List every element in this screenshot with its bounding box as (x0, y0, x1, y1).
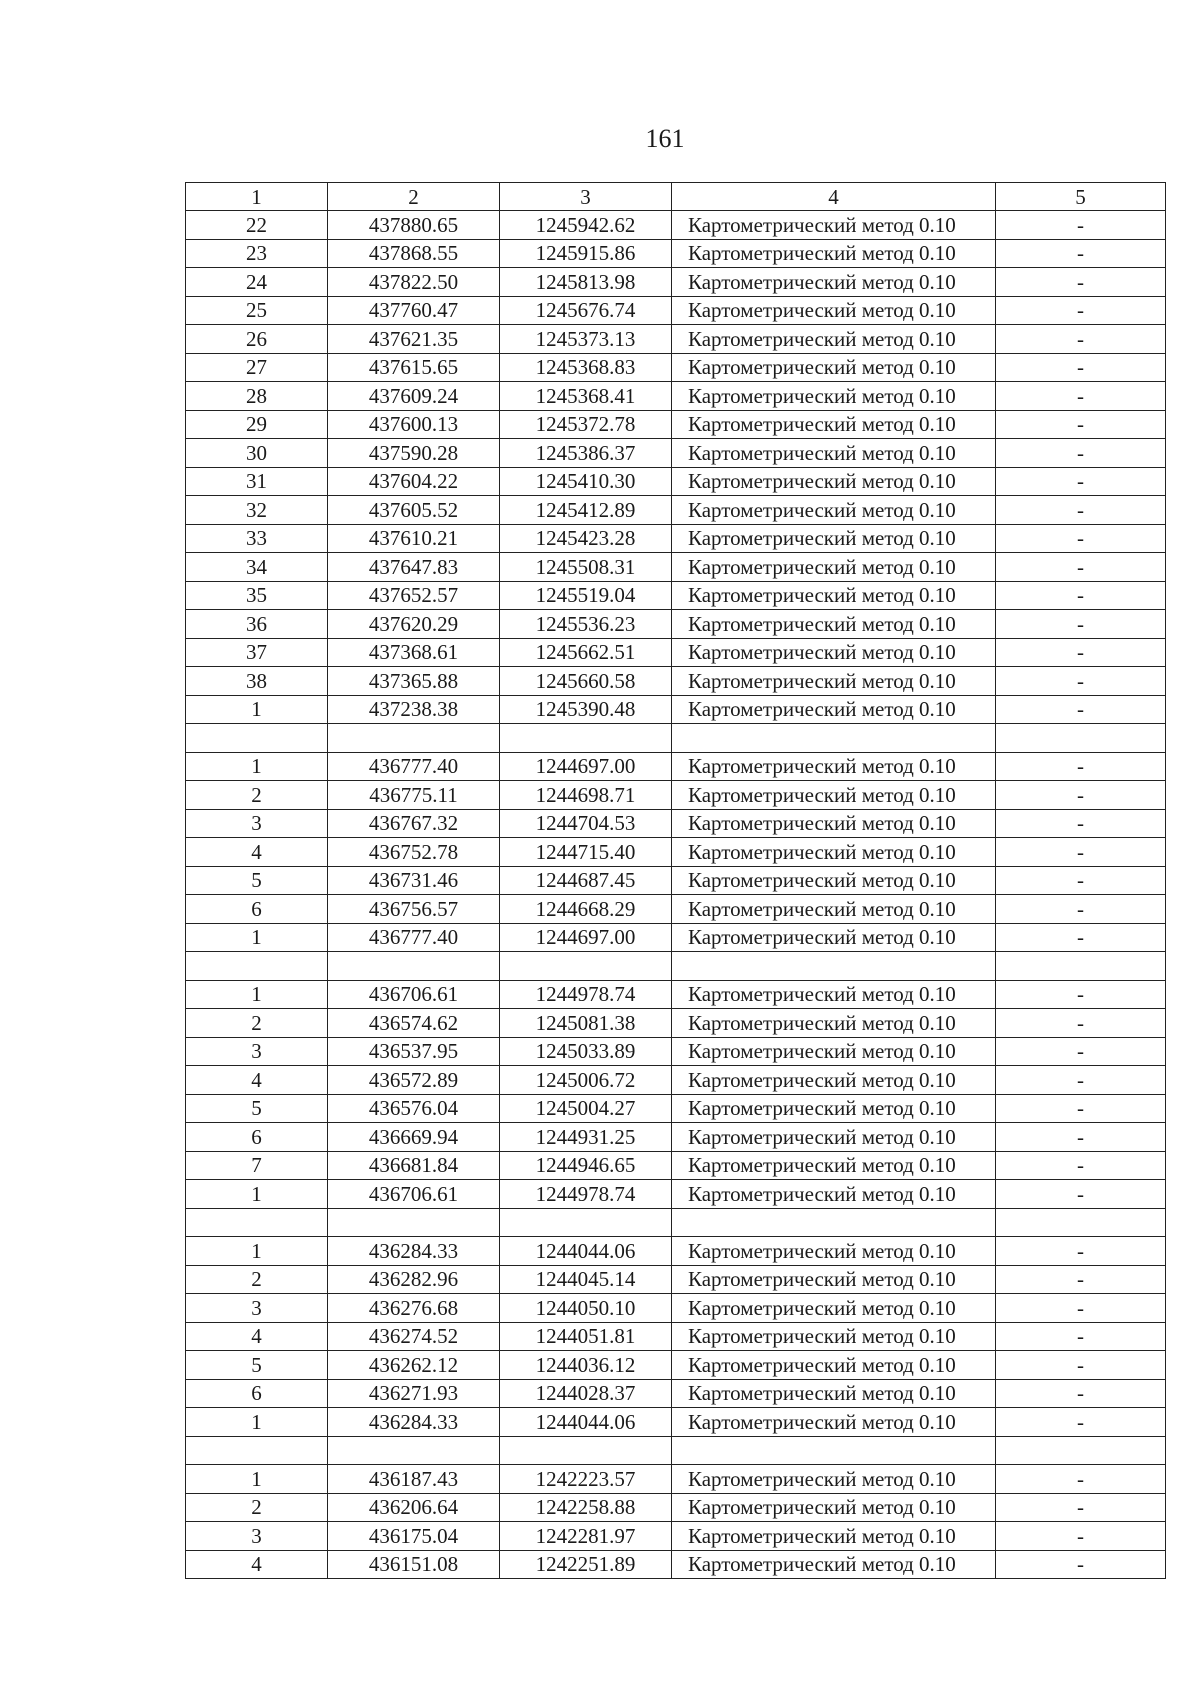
cell-y-coordinate: 1244698.71 (500, 781, 672, 810)
cell-x-coordinate: 437868.55 (328, 239, 500, 268)
cell-y-coordinate: 1245006.72 (500, 1066, 672, 1095)
cell-note: - (996, 1037, 1166, 1066)
column-header-y-coordinate: 3 (500, 183, 672, 211)
cell-note: - (996, 610, 1166, 639)
table-row (186, 410, 1166, 439)
cell-note: - (996, 980, 1166, 1009)
cell-x-coordinate: 436777.40 (328, 752, 500, 781)
cell-method: Картометрический метод 0.10 (672, 524, 996, 553)
cell-x-coordinate: 437590.28 (328, 439, 500, 468)
table-row (186, 838, 1166, 867)
cell-method: Картометрический метод 0.10 (672, 980, 996, 1009)
cell-point-number: 6 (186, 1379, 328, 1408)
cell-method: Картометрический метод 0.10 (672, 467, 996, 496)
cell-point-number: 36 (186, 610, 328, 639)
cell-note: - (996, 923, 1166, 952)
table-row (186, 581, 1166, 610)
cell-x-coordinate: 437880.65 (328, 211, 500, 240)
table-row (186, 296, 1166, 325)
cell-y-coordinate: 1245386.37 (500, 439, 672, 468)
table-row (186, 1009, 1166, 1038)
cell-point-number: 4 (186, 1322, 328, 1351)
cell-note: - (996, 866, 1166, 895)
cell-method: Картометрический метод 0.10 (672, 553, 996, 582)
cell-method: Картометрический метод 0.10 (672, 781, 996, 810)
cell-method: Картометрический метод 0.10 (672, 353, 996, 382)
header-row (186, 183, 1166, 211)
cell-note: - (996, 752, 1166, 781)
cell-x-coordinate: 436767.32 (328, 809, 500, 838)
column-header-point-number: 1 (186, 183, 328, 211)
cell-x-coordinate: 437368.61 (328, 638, 500, 667)
cell-x-coordinate: 436262.12 (328, 1351, 500, 1380)
cell-y-coordinate: 1244045.14 (500, 1265, 672, 1294)
table-row (186, 353, 1166, 382)
cell-point-number: 1 (186, 1237, 328, 1266)
cell-point-number: 1 (186, 1180, 328, 1209)
table-row (186, 1408, 1166, 1437)
table-header (186, 183, 1166, 211)
cell-y-coordinate (500, 1436, 672, 1465)
cell-note: - (996, 1294, 1166, 1323)
cell-method: Картометрический метод 0.10 (672, 268, 996, 297)
cell-point-number (186, 952, 328, 981)
cell-method: Картометрический метод 0.10 (672, 1180, 996, 1209)
cell-note: - (996, 467, 1166, 496)
cell-note: - (996, 895, 1166, 924)
cell-x-coordinate: 436206.64 (328, 1493, 500, 1522)
cell-method: Картометрический метод 0.10 (672, 1037, 996, 1066)
cell-point-number: 3 (186, 1522, 328, 1551)
cell-method: Картометрический метод 0.10 (672, 1322, 996, 1351)
cell-x-coordinate: 437621.35 (328, 325, 500, 354)
cell-note: - (996, 382, 1166, 411)
cell-method: Картометрический метод 0.10 (672, 866, 996, 895)
cell-method: Картометрический метод 0.10 (672, 895, 996, 924)
table-row (186, 1436, 1166, 1465)
cell-note: - (996, 1465, 1166, 1494)
table-row (186, 952, 1166, 981)
cell-y-coordinate: 1244044.06 (500, 1237, 672, 1266)
cell-point-number: 7 (186, 1151, 328, 1180)
cell-note: - (996, 1322, 1166, 1351)
cell-y-coordinate: 1244051.81 (500, 1322, 672, 1351)
cell-point-number: 1 (186, 980, 328, 1009)
cell-method: Картометрический метод 0.10 (672, 1265, 996, 1294)
cell-y-coordinate: 1245033.89 (500, 1037, 672, 1066)
cell-point-number: 2 (186, 781, 328, 810)
table-row (186, 667, 1166, 696)
table-row (186, 809, 1166, 838)
table-row (186, 496, 1166, 525)
cell-y-coordinate: 1245081.38 (500, 1009, 672, 1038)
table-row (186, 1066, 1166, 1095)
cell-note: - (996, 239, 1166, 268)
cell-x-coordinate: 437604.22 (328, 467, 500, 496)
cell-y-coordinate: 1244697.00 (500, 923, 672, 952)
cell-method: Картометрический метод 0.10 (672, 410, 996, 439)
cell-point-number: 1 (186, 695, 328, 724)
cell-method: Картометрический метод 0.10 (672, 809, 996, 838)
cell-y-coordinate: 1242258.88 (500, 1493, 672, 1522)
table-row (186, 1379, 1166, 1408)
cell-note: - (996, 296, 1166, 325)
cell-y-coordinate: 1244050.10 (500, 1294, 672, 1323)
cell-point-number: 23 (186, 239, 328, 268)
cell-point-number: 32 (186, 496, 328, 525)
cell-point-number: 30 (186, 439, 328, 468)
table-row (186, 268, 1166, 297)
cell-point-number: 34 (186, 553, 328, 582)
cell-method: Картометрический метод 0.10 (672, 1009, 996, 1038)
cell-note: - (996, 1094, 1166, 1123)
cell-x-coordinate: 436175.04 (328, 1522, 500, 1551)
table-row (186, 524, 1166, 553)
cell-y-coordinate: 1245390.48 (500, 695, 672, 724)
cell-note: - (996, 1493, 1166, 1522)
table-row (186, 781, 1166, 810)
cell-method: Картометрический метод 0.10 (672, 1465, 996, 1494)
cell-point-number: 1 (186, 752, 328, 781)
cell-x-coordinate: 437610.21 (328, 524, 500, 553)
cell-x-coordinate: 436681.84 (328, 1151, 500, 1180)
cell-y-coordinate: 1244044.06 (500, 1408, 672, 1437)
coordinates-table (185, 182, 1166, 1579)
cell-point-number (186, 724, 328, 753)
table-row (186, 1094, 1166, 1123)
cell-method: Картометрический метод 0.10 (672, 695, 996, 724)
cell-method: Картометрический метод 0.10 (672, 581, 996, 610)
table-row (186, 1180, 1166, 1209)
cell-y-coordinate: 1244715.40 (500, 838, 672, 867)
cell-y-coordinate: 1245536.23 (500, 610, 672, 639)
cell-method: Картометрический метод 0.10 (672, 752, 996, 781)
cell-x-coordinate: 436706.61 (328, 1180, 500, 1209)
cell-method: Картометрический метод 0.10 (672, 1294, 996, 1323)
cell-note: - (996, 695, 1166, 724)
cell-y-coordinate: 1245372.78 (500, 410, 672, 439)
table-body (186, 211, 1166, 1579)
cell-note: - (996, 1237, 1166, 1266)
cell-x-coordinate: 437365.88 (328, 667, 500, 696)
cell-x-coordinate: 437615.65 (328, 353, 500, 382)
cell-note: - (996, 553, 1166, 582)
cell-y-coordinate (500, 952, 672, 981)
cell-point-number: 26 (186, 325, 328, 354)
cell-point-number: 35 (186, 581, 328, 610)
cell-method: Картометрический метод 0.10 (672, 496, 996, 525)
cell-x-coordinate: 437647.83 (328, 553, 500, 582)
column-header-note: 5 (996, 183, 1166, 211)
cell-point-number: 4 (186, 838, 328, 867)
cell-method: Картометрический метод 0.10 (672, 1123, 996, 1152)
table-row (186, 1208, 1166, 1237)
cell-note: - (996, 809, 1166, 838)
cell-y-coordinate: 1245368.83 (500, 353, 672, 382)
table-row (186, 1550, 1166, 1579)
cell-y-coordinate: 1244697.00 (500, 752, 672, 781)
cell-method: Картометрический метод 0.10 (672, 1522, 996, 1551)
cell-y-coordinate: 1245508.31 (500, 553, 672, 582)
column-header-x-coordinate: 2 (328, 183, 500, 211)
cell-x-coordinate: 436151.08 (328, 1550, 500, 1579)
cell-x-coordinate: 436574.62 (328, 1009, 500, 1038)
cell-note: - (996, 1550, 1166, 1579)
table-row (186, 980, 1166, 1009)
cell-point-number: 22 (186, 211, 328, 240)
cell-y-coordinate: 1242251.89 (500, 1550, 672, 1579)
table-row (186, 1123, 1166, 1152)
cell-y-coordinate: 1244036.12 (500, 1351, 672, 1380)
table-row (186, 1522, 1166, 1551)
cell-note: - (996, 410, 1166, 439)
table-row (186, 724, 1166, 753)
cell-point-number: 2 (186, 1493, 328, 1522)
cell-note: - (996, 353, 1166, 382)
cell-method: Картометрический метод 0.10 (672, 296, 996, 325)
cell-point-number: 29 (186, 410, 328, 439)
cell-x-coordinate: 436752.78 (328, 838, 500, 867)
cell-note: - (996, 1408, 1166, 1437)
cell-point-number: 5 (186, 1351, 328, 1380)
cell-x-coordinate: 436756.57 (328, 895, 500, 924)
table-row (186, 1237, 1166, 1266)
cell-y-coordinate: 1245915.86 (500, 239, 672, 268)
cell-x-coordinate: 437620.29 (328, 610, 500, 639)
table-row (186, 752, 1166, 781)
cell-point-number: 2 (186, 1009, 328, 1038)
cell-point-number: 37 (186, 638, 328, 667)
cell-note: - (996, 325, 1166, 354)
cell-note: - (996, 496, 1166, 525)
cell-point-number: 24 (186, 268, 328, 297)
cell-x-coordinate (328, 1436, 500, 1465)
cell-x-coordinate: 436284.33 (328, 1237, 500, 1266)
cell-method: Картометрический метод 0.10 (672, 838, 996, 867)
cell-point-number: 38 (186, 667, 328, 696)
cell-x-coordinate: 436576.04 (328, 1094, 500, 1123)
table-row (186, 439, 1166, 468)
cell-method: Картометрический метод 0.10 (672, 638, 996, 667)
cell-note: - (996, 667, 1166, 696)
cell-note: - (996, 1151, 1166, 1180)
cell-x-coordinate: 437652.57 (328, 581, 500, 610)
cell-y-coordinate: 1245660.58 (500, 667, 672, 696)
cell-note: - (996, 211, 1166, 240)
column-header-method: 4 (672, 183, 996, 211)
cell-y-coordinate: 1245676.74 (500, 296, 672, 325)
table-row (186, 695, 1166, 724)
cell-y-coordinate: 1245423.28 (500, 524, 672, 553)
table-row (186, 1351, 1166, 1380)
cell-x-coordinate: 436187.43 (328, 1465, 500, 1494)
page-number: 161 (645, 124, 685, 153)
cell-note (996, 724, 1166, 753)
cell-y-coordinate (500, 1208, 672, 1237)
cell-y-coordinate: 1244687.45 (500, 866, 672, 895)
cell-point-number: 1 (186, 923, 328, 952)
cell-y-coordinate: 1244668.29 (500, 895, 672, 924)
table-row (186, 895, 1166, 924)
cell-point-number: 2 (186, 1265, 328, 1294)
cell-method: Картометрический метод 0.10 (672, 923, 996, 952)
table-row (186, 1322, 1166, 1351)
table-row (186, 923, 1166, 952)
cell-point-number (186, 1208, 328, 1237)
table-row (186, 325, 1166, 354)
cell-y-coordinate: 1245373.13 (500, 325, 672, 354)
cell-method: Картометрический метод 0.10 (672, 1094, 996, 1123)
cell-x-coordinate: 437600.13 (328, 410, 500, 439)
cell-note: - (996, 439, 1166, 468)
cell-note: - (996, 1379, 1166, 1408)
cell-y-coordinate: 1245519.04 (500, 581, 672, 610)
cell-method: Картометрический метод 0.10 (672, 1066, 996, 1095)
table-row (186, 1493, 1166, 1522)
cell-method: Картометрический метод 0.10 (672, 667, 996, 696)
cell-x-coordinate: 437238.38 (328, 695, 500, 724)
cell-method (672, 724, 996, 753)
cell-method: Картометрический метод 0.10 (672, 1379, 996, 1408)
cell-x-coordinate (328, 724, 500, 753)
cell-point-number: 3 (186, 1294, 328, 1323)
cell-x-coordinate (328, 1208, 500, 1237)
cell-x-coordinate: 436706.61 (328, 980, 500, 1009)
cell-note: - (996, 1522, 1166, 1551)
cell-method: Картометрический метод 0.10 (672, 1408, 996, 1437)
cell-y-coordinate: 1244946.65 (500, 1151, 672, 1180)
cell-point-number: 25 (186, 296, 328, 325)
cell-note (996, 952, 1166, 981)
table-row (186, 866, 1166, 895)
cell-y-coordinate: 1245410.30 (500, 467, 672, 496)
cell-y-coordinate: 1245368.41 (500, 382, 672, 411)
cell-method (672, 1436, 996, 1465)
cell-x-coordinate: 436282.96 (328, 1265, 500, 1294)
table-row (186, 638, 1166, 667)
cell-point-number: 4 (186, 1550, 328, 1579)
cell-note: - (996, 838, 1166, 867)
cell-point-number: 3 (186, 1037, 328, 1066)
cell-point-number: 6 (186, 895, 328, 924)
cell-point-number: 1 (186, 1465, 328, 1494)
table-row (186, 1265, 1166, 1294)
cell-x-coordinate (328, 952, 500, 981)
cell-y-coordinate: 1245813.98 (500, 268, 672, 297)
table-row (186, 211, 1166, 240)
cell-method: Картометрический метод 0.10 (672, 1493, 996, 1522)
cell-note: - (996, 1009, 1166, 1038)
cell-y-coordinate: 1242281.97 (500, 1522, 672, 1551)
cell-point-number (186, 1436, 328, 1465)
cell-y-coordinate: 1244978.74 (500, 980, 672, 1009)
cell-point-number: 5 (186, 866, 328, 895)
cell-method: Картометрический метод 0.10 (672, 1550, 996, 1579)
cell-note: - (996, 1265, 1166, 1294)
cell-note: - (996, 638, 1166, 667)
cell-x-coordinate: 436775.11 (328, 781, 500, 810)
cell-note: - (996, 781, 1166, 810)
cell-x-coordinate: 437605.52 (328, 496, 500, 525)
cell-note (996, 1208, 1166, 1237)
cell-y-coordinate: 1244978.74 (500, 1180, 672, 1209)
cell-y-coordinate: 1242223.57 (500, 1465, 672, 1494)
cell-point-number: 3 (186, 809, 328, 838)
cell-method: Картометрический метод 0.10 (672, 239, 996, 268)
cell-point-number: 33 (186, 524, 328, 553)
cell-method: Картометрический метод 0.10 (672, 325, 996, 354)
cell-x-coordinate: 436537.95 (328, 1037, 500, 1066)
cell-x-coordinate: 436271.93 (328, 1379, 500, 1408)
cell-method: Картометрический метод 0.10 (672, 610, 996, 639)
cell-x-coordinate: 436777.40 (328, 923, 500, 952)
cell-point-number: 1 (186, 1408, 328, 1437)
table-row (186, 382, 1166, 411)
cell-x-coordinate: 436284.33 (328, 1408, 500, 1437)
cell-point-number: 5 (186, 1094, 328, 1123)
cell-note: - (996, 1351, 1166, 1380)
cell-x-coordinate: 436731.46 (328, 866, 500, 895)
table-row (186, 467, 1166, 496)
table-row (186, 239, 1166, 268)
cell-x-coordinate: 436274.52 (328, 1322, 500, 1351)
cell-x-coordinate: 436669.94 (328, 1123, 500, 1152)
cell-method: Картометрический метод 0.10 (672, 1151, 996, 1180)
cell-x-coordinate: 436276.68 (328, 1294, 500, 1323)
cell-note: - (996, 1180, 1166, 1209)
cell-y-coordinate: 1244931.25 (500, 1123, 672, 1152)
cell-method: Картометрический метод 0.10 (672, 439, 996, 468)
cell-point-number: 27 (186, 353, 328, 382)
cell-y-coordinate: 1245662.51 (500, 638, 672, 667)
cell-point-number: 4 (186, 1066, 328, 1095)
cell-y-coordinate: 1245004.27 (500, 1094, 672, 1123)
cell-y-coordinate: 1245412.89 (500, 496, 672, 525)
table-row (186, 610, 1166, 639)
cell-x-coordinate: 437609.24 (328, 382, 500, 411)
cell-method: Картометрический метод 0.10 (672, 1351, 996, 1380)
cell-x-coordinate: 437760.47 (328, 296, 500, 325)
cell-note (996, 1436, 1166, 1465)
table-row (186, 553, 1166, 582)
table-row (186, 1294, 1166, 1323)
cell-point-number: 6 (186, 1123, 328, 1152)
cell-note: - (996, 1066, 1166, 1095)
cell-method (672, 1208, 996, 1237)
cell-note: - (996, 268, 1166, 297)
table-row (186, 1465, 1166, 1494)
cell-point-number: 31 (186, 467, 328, 496)
cell-y-coordinate: 1245942.62 (500, 211, 672, 240)
cell-method: Картометрический метод 0.10 (672, 382, 996, 411)
cell-point-number: 28 (186, 382, 328, 411)
cell-y-coordinate (500, 724, 672, 753)
cell-note: - (996, 1123, 1166, 1152)
cell-x-coordinate: 437822.50 (328, 268, 500, 297)
cell-method: Картометрический метод 0.10 (672, 211, 996, 240)
cell-y-coordinate: 1244028.37 (500, 1379, 672, 1408)
cell-method (672, 952, 996, 981)
cell-x-coordinate: 436572.89 (328, 1066, 500, 1095)
cell-method: Картометрический метод 0.10 (672, 1237, 996, 1266)
cell-note: - (996, 581, 1166, 610)
cell-y-coordinate: 1244704.53 (500, 809, 672, 838)
table-row (186, 1151, 1166, 1180)
cell-note: - (996, 524, 1166, 553)
table-row (186, 1037, 1166, 1066)
